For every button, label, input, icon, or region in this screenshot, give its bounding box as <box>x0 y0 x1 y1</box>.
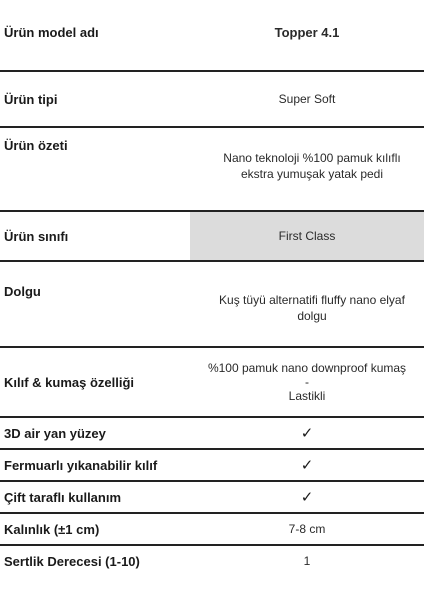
table-row-zipper <box>0 448 424 480</box>
table-row-thickness <box>0 512 424 544</box>
table-row-double-sided <box>0 480 424 512</box>
check-icon: ✓ <box>300 457 314 474</box>
row-label: 3D air yan yüzey <box>4 425 106 441</box>
table-row-type <box>0 70 424 126</box>
table-row-summary <box>0 126 424 210</box>
row-value: Nano teknoloji %100 pamuk kılıflı ekstra yumuşak yatak pedi <box>223 151 401 181</box>
row-value <box>190 348 424 416</box>
table-row-class <box>0 210 424 260</box>
row-value: First Class <box>190 212 424 260</box>
table-row-fabric <box>0 346 424 416</box>
row-value: Topper 4.1 <box>274 24 340 40</box>
table-row-model <box>0 0 424 70</box>
row-label: Dolgu <box>4 284 41 299</box>
row-label: Çift taraflı kullanım <box>4 489 122 505</box>
row-label: Kalınlık (±1 cm) <box>4 521 100 537</box>
fabric-line: %100 pamuk nano downproof kumaş <box>207 361 407 375</box>
row-value: Super Soft <box>278 92 336 106</box>
row-label: Sertlik Derecesi (1-10) <box>4 553 140 569</box>
table-row-filling <box>0 260 424 346</box>
fabric-separator: - <box>305 375 309 389</box>
row-label: Ürün sınıfı <box>4 228 69 244</box>
row-label: Ürün model adı <box>4 24 99 40</box>
row-label: Kılıf & kumaş özelliği <box>4 374 135 390</box>
fabric-line: Lastikli <box>288 389 326 403</box>
row-value: 7-8 cm <box>288 522 326 536</box>
row-label: Ürün tipi <box>4 91 58 107</box>
check-icon: ✓ <box>300 425 314 442</box>
table-row-3d-air <box>0 416 424 448</box>
row-value: 1 <box>303 554 311 568</box>
row-label: Ürün özeti <box>4 138 68 153</box>
row-label: Fermuarlı yıkanabilir kılıf <box>4 457 158 473</box>
row-value: Kuş tüyü alternatifi fluffy nano elyaf dolgu <box>219 293 405 323</box>
table-row-firmness <box>0 544 424 576</box>
check-icon: ✓ <box>300 489 314 506</box>
